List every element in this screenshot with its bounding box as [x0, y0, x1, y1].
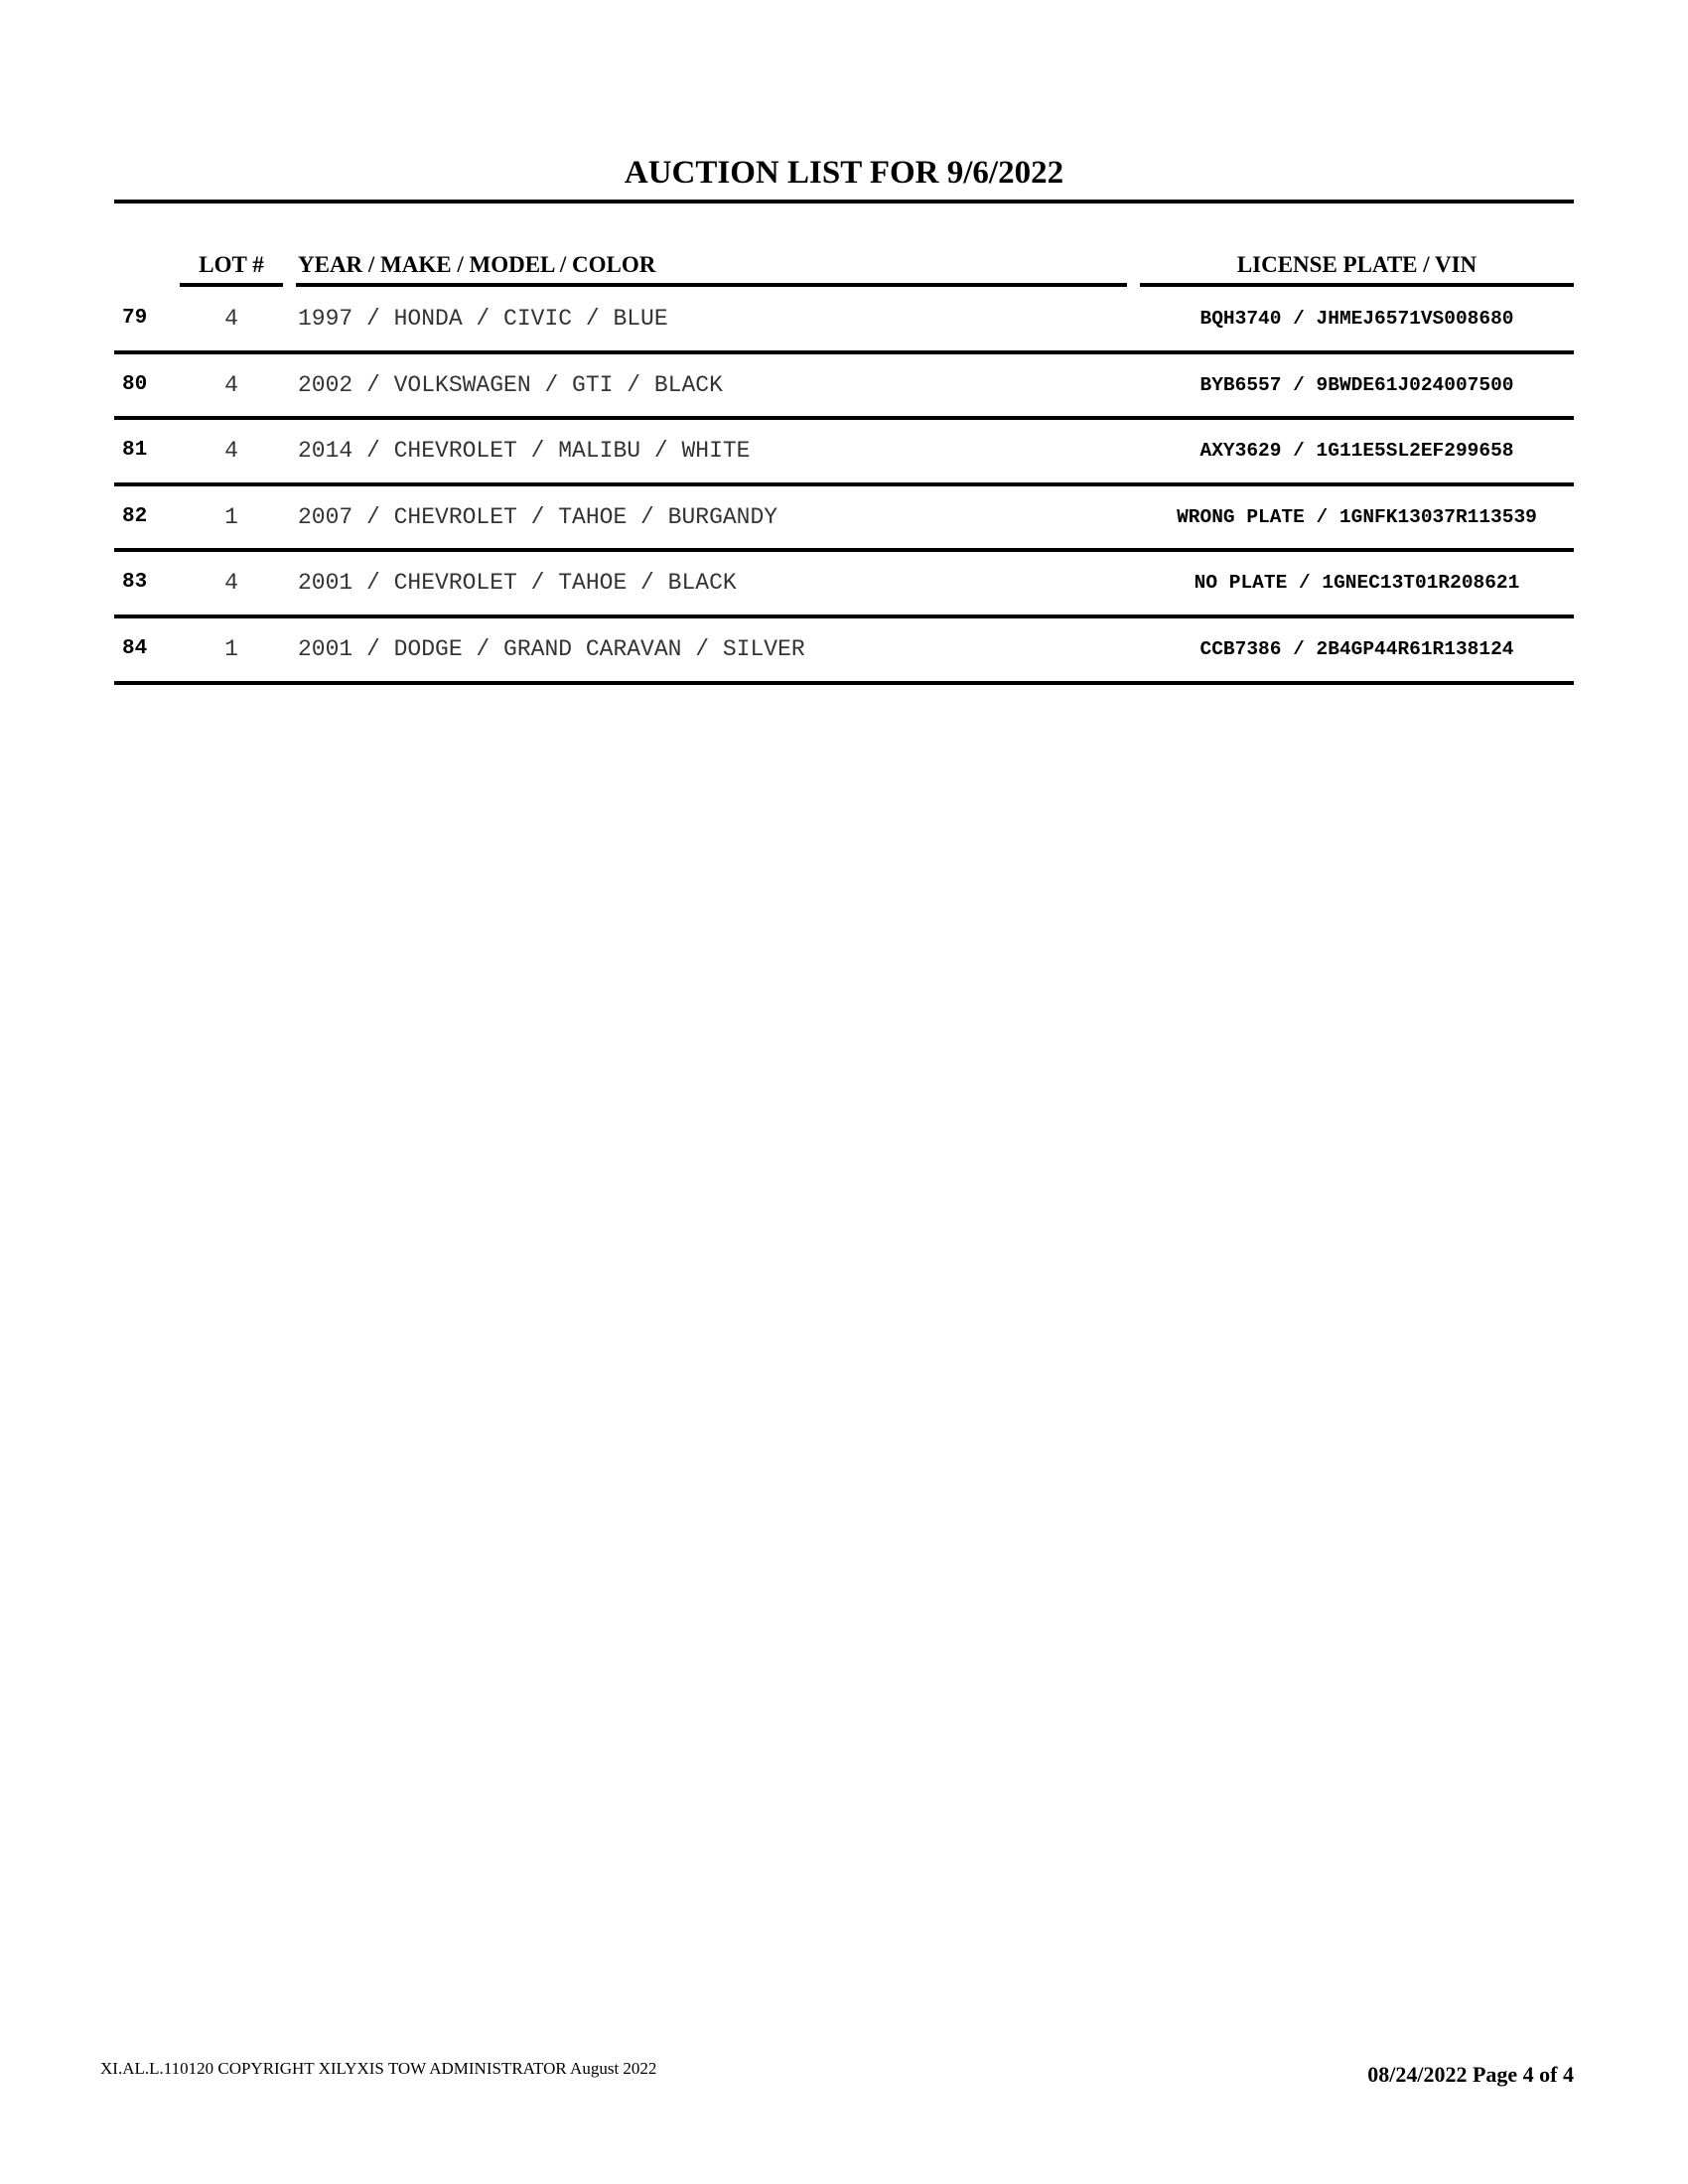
column-header-underline-description [296, 283, 1127, 287]
lot-number: 4 [224, 438, 238, 465]
table-row [114, 486, 1574, 553]
plate-vin: BQH3740 / JHMEJ6571VS008680 [1199, 308, 1514, 330]
row-number: 83 [122, 571, 148, 595]
auction-table [114, 288, 1574, 685]
page-title: AUCTION LIST FOR 9/6/2022 [624, 155, 1064, 191]
footer-copyright: XI.AL.L.110120 COPYRIGHT XILYXIS TOW ADMINISTRATOR August 2022 [100, 2059, 657, 2078]
vehicle-description: 1997 / HONDA / CIVIC / BLUE [298, 306, 668, 332]
table-row [114, 618, 1574, 685]
plate-vin: BYB6557 / 9BWDE61J024007500 [1199, 373, 1514, 396]
lot-number: 4 [224, 306, 238, 332]
table-row [114, 354, 1574, 421]
plate-vin: CCB7386 / 2B4GP44R61R138124 [1199, 637, 1514, 660]
column-header-lot: LOT # [199, 252, 264, 277]
lot-number: 4 [224, 570, 238, 597]
plate-vin: NO PLATE / 1GNEC13T01R208621 [1194, 572, 1520, 595]
lot-number: 4 [224, 371, 238, 398]
row-number: 79 [122, 307, 148, 330]
plate-vin: AXY3629 / 1G11E5SL2EF299658 [1199, 440, 1514, 463]
column-header-description: YEAR / MAKE / MODEL / COLOR [298, 252, 656, 277]
lot-number: 1 [224, 635, 238, 662]
row-divider [114, 681, 1574, 685]
title-divider [114, 200, 1574, 204]
lot-number: 1 [224, 503, 238, 530]
plate-vin: WRONG PLATE / 1GNFK13037R113539 [1177, 505, 1537, 528]
vehicle-description: 2001 / CHEVROLET / TAHOE / BLACK [298, 570, 737, 597]
vehicle-description: 2001 / DODGE / GRAND CARAVAN / SILVER [298, 635, 805, 662]
row-number: 84 [122, 636, 148, 660]
vehicle-description: 2007 / CHEVROLET / TAHOE / BURGANDY [298, 503, 778, 530]
vehicle-description: 2002 / VOLKSWAGEN / GTI / BLACK [298, 371, 723, 398]
column-header-underline-lot [180, 283, 283, 287]
column-header-underline-plate-vin [1140, 283, 1574, 287]
row-number: 82 [122, 504, 148, 528]
table-row [114, 552, 1574, 618]
vehicle-description: 2014 / CHEVROLET / MALIBU / WHITE [298, 438, 751, 465]
table-row [114, 420, 1574, 486]
footer-date-page: 08/24/2022 Page 4 of 4 [1367, 2062, 1574, 2087]
table-row [114, 288, 1574, 354]
row-number: 80 [122, 372, 148, 396]
column-header-plate-vin: LICENSE PLATE / VIN [1236, 252, 1477, 277]
row-number: 81 [122, 439, 148, 463]
